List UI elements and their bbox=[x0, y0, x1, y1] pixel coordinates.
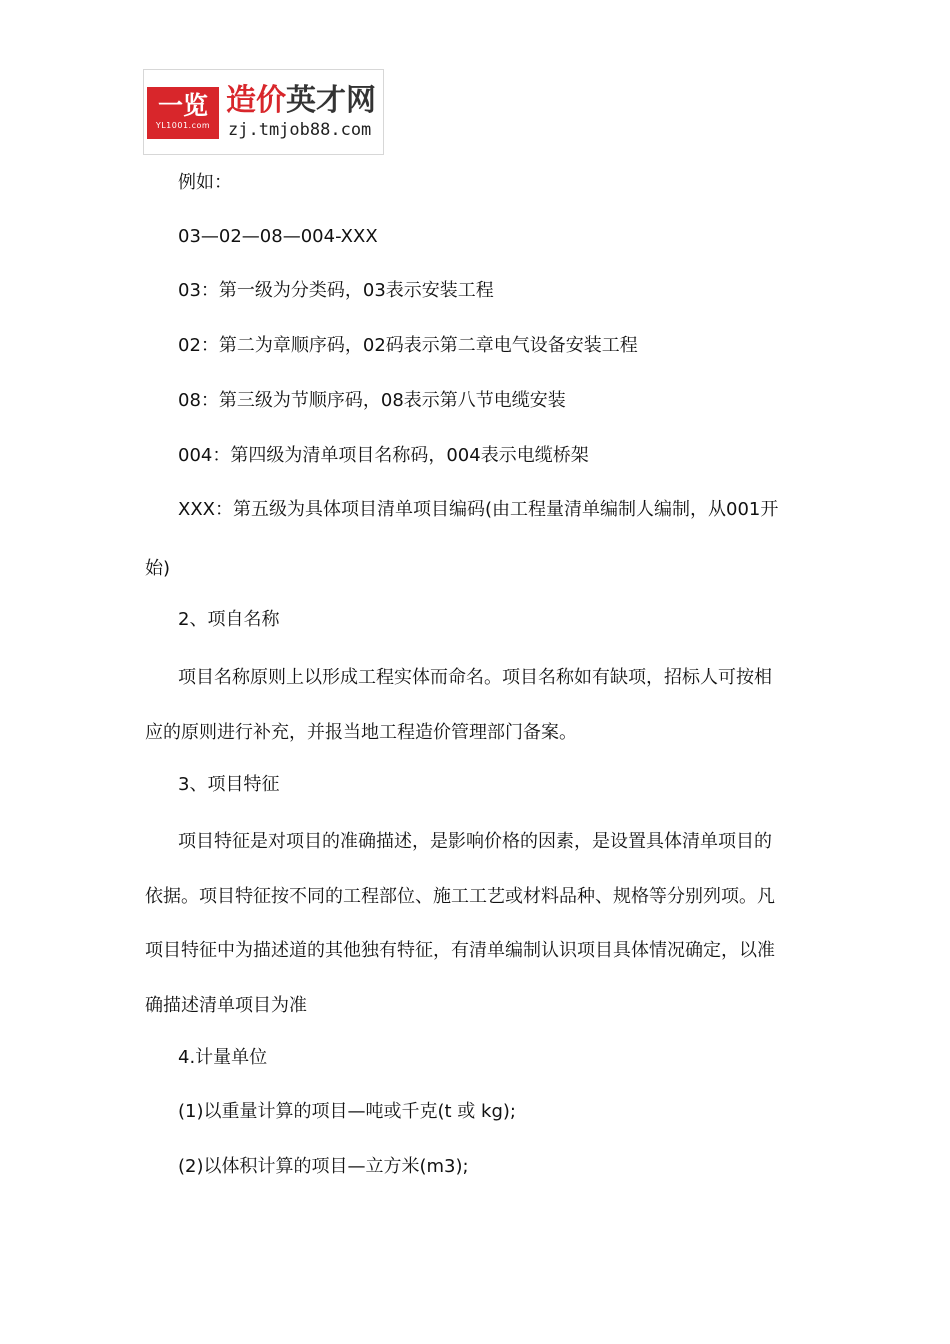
logo-badge-text: 一览 bbox=[157, 91, 208, 120]
logo-badge-domain: YL1001.com bbox=[155, 121, 211, 130]
section-2-para-line: 项目名称原则上以形成工程实体而命名。项目名称如有缺项，招标人可按相 bbox=[178, 667, 772, 688]
section-3-para-line: 项目特征是对项目的准确描述，是影响价格的因素，是设置具体清单项目的 bbox=[178, 831, 772, 852]
logo-title-dark: 英才网 bbox=[286, 83, 376, 118]
code-example: 03—02—08—004-XXX bbox=[178, 226, 378, 247]
section-3-para-line: 项目特征中为描述道的其他独有特征，有清单编制认识项目具体情况确定，以准 bbox=[145, 940, 775, 961]
level-5-line: XXX：第五级为具体项目清单项目编码(由工程量清单编制人编制，从001开 bbox=[178, 499, 779, 520]
level-4-line: 004：第四级为清单项目名称码，004表示电缆桥架 bbox=[178, 445, 589, 466]
level-5-line-cont: 始) bbox=[145, 558, 171, 579]
logo-url: zj.tmjob88.com bbox=[228, 120, 372, 140]
level-2-line: 02：第二为章顺序码，02码表示第二章电气设备安装工程 bbox=[178, 335, 638, 356]
section-3-heading: 3、项目特征 bbox=[178, 774, 280, 795]
unit-volume-line: (2)以体积计算的项目—立方米(m3); bbox=[178, 1156, 469, 1177]
logo-badge bbox=[147, 87, 219, 139]
site-logo bbox=[143, 69, 384, 155]
example-label: 例如： bbox=[178, 172, 232, 193]
level-1-line: 03：第一级为分类码，03表示安装工程 bbox=[178, 280, 494, 301]
section-2-para-line: 应的原则进行补充，并报当地工程造价管理部门备案。 bbox=[145, 722, 577, 743]
unit-weight-line: (1)以重量计算的项目—吨或千克(t 或 kg); bbox=[178, 1101, 516, 1122]
logo-title-red: 造价 bbox=[226, 83, 286, 118]
logo-title bbox=[226, 84, 376, 118]
section-2-heading: 2、项自名称 bbox=[178, 609, 280, 630]
section-3-para-line: 依据。项目特征按不同的工程部位、施工工艺或材料品种、规格等分别列项。凡 bbox=[145, 886, 775, 907]
level-3-line: 08：第三级为节顺序码，08表示第八节电缆安装 bbox=[178, 390, 566, 411]
section-3-para-line: 确描述清单项目为准 bbox=[145, 995, 307, 1016]
section-4-heading: 4.计量单位 bbox=[178, 1047, 268, 1068]
